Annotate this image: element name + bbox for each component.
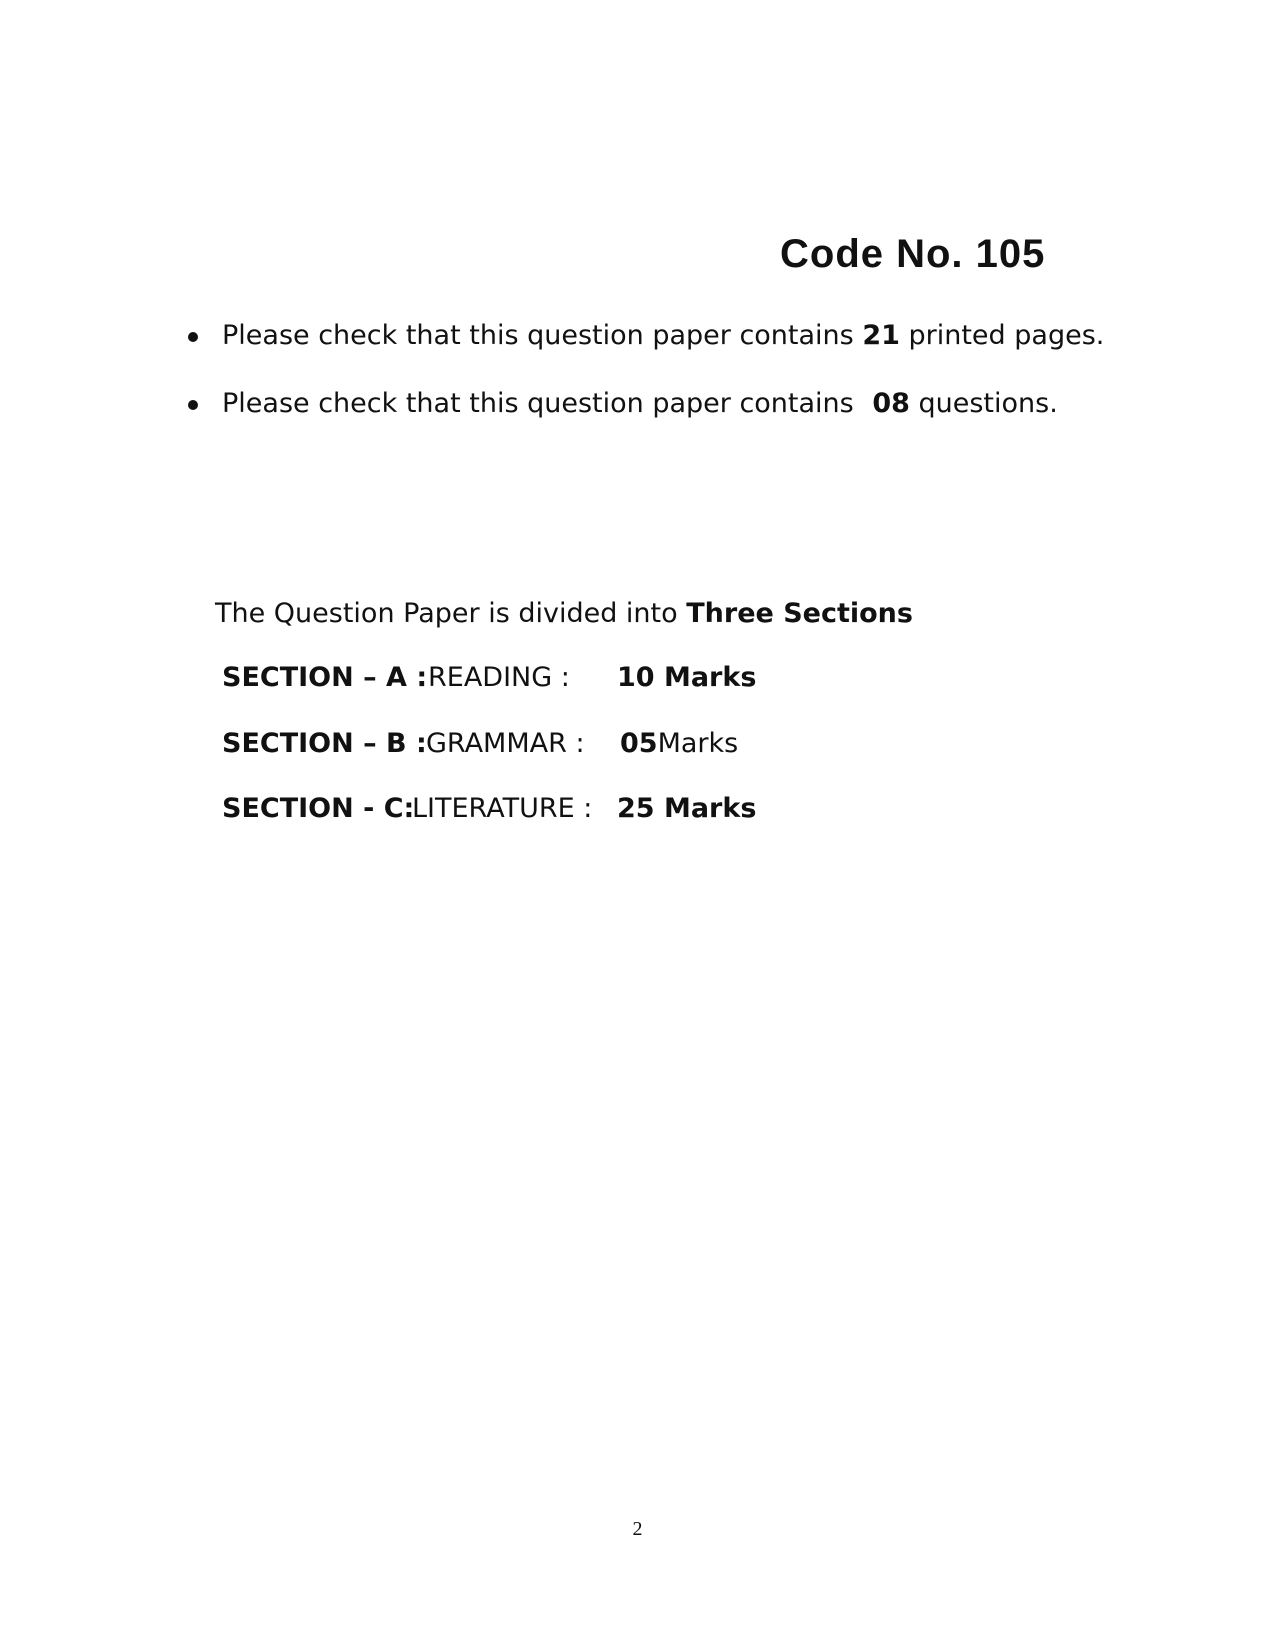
instructions-list bbox=[186, 318, 1104, 454]
section-b-marks-regular: Marks bbox=[657, 728, 739, 759]
section-a-name: READING : bbox=[428, 662, 570, 693]
instruction-text: Please check that this question paper contains bbox=[222, 320, 863, 351]
section-a-label: SECTION – A : bbox=[222, 662, 428, 693]
question-count: 08 bbox=[872, 388, 910, 419]
section-c-marks-bold: 25 Marks bbox=[617, 793, 757, 824]
instruction-text-end: printed pages. bbox=[899, 320, 1105, 351]
section-c-label: SECTION - C: bbox=[222, 793, 415, 824]
section-b-name: GRAMMAR : bbox=[426, 728, 585, 759]
bullet-icon bbox=[188, 332, 198, 342]
instruction-pages bbox=[186, 318, 1104, 354]
code-number: Code No. 105 bbox=[780, 232, 1046, 276]
section-c-name: LITERATURE : bbox=[412, 793, 593, 824]
page-number: 2 bbox=[632, 1518, 643, 1540]
section-b-marks bbox=[620, 726, 738, 762]
instruction-questions bbox=[186, 386, 1104, 422]
section-b-label: SECTION – B : bbox=[222, 728, 427, 759]
instruction-text: Please check that this question paper contains bbox=[222, 388, 863, 419]
intro-bold: Three Sections bbox=[686, 598, 913, 629]
bullet-icon bbox=[188, 400, 198, 410]
section-a-marks bbox=[617, 660, 756, 696]
intro-text: The Question Paper is divided into bbox=[215, 598, 687, 629]
sections-intro bbox=[215, 596, 913, 632]
section-a-marks-bold: 10 Marks bbox=[617, 662, 757, 693]
section-c-marks bbox=[617, 791, 756, 827]
instruction-text-end: questions. bbox=[909, 388, 1058, 419]
section-b-marks-bold: 05 bbox=[620, 728, 658, 759]
page-count: 21 bbox=[862, 320, 900, 351]
